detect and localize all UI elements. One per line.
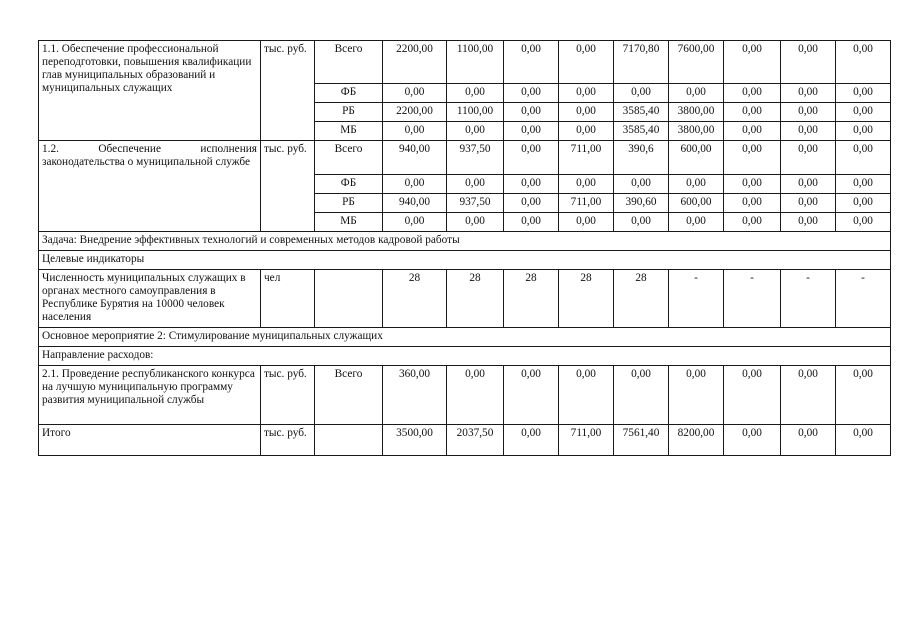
value-cell: 2200,00 [383, 41, 447, 84]
value-cell: 0,00 [836, 194, 891, 213]
value-cell: 0,00 [724, 425, 781, 456]
value-cell: 0,00 [836, 366, 891, 425]
value-cell: 0,00 [781, 366, 836, 425]
funding-source-cell: Всего [315, 366, 383, 425]
funding-source-cell [315, 425, 383, 456]
measure-name-cell: 1.2. Обеспечение исполнения законодательства о муниципальной службе [39, 141, 261, 232]
value-cell: 2037,50 [447, 425, 504, 456]
value-cell: 8200,00 [669, 425, 724, 456]
value-cell: 28 [447, 270, 504, 328]
value-cell: 0,00 [836, 141, 891, 175]
value-cell: 28 [383, 270, 447, 328]
funding-source-cell: МБ [315, 213, 383, 232]
funding-source-cell: Всего [315, 41, 383, 84]
table-row [39, 328, 891, 347]
value-cell: 0,00 [724, 213, 781, 232]
funding-source-cell: МБ [315, 122, 383, 141]
value-cell: 937,50 [447, 141, 504, 175]
value-cell: 0,00 [781, 103, 836, 122]
unit-cell: чел [261, 270, 315, 328]
value-cell: 0,00 [504, 213, 559, 232]
indicator-name-cell: Численность муниципальных служащих в органах местного самоуправления в Республике Бурятия на 10000 человек населения [39, 270, 261, 328]
value-cell: 390,60 [614, 194, 669, 213]
table-row [39, 366, 891, 425]
value-cell: 0,00 [781, 41, 836, 84]
value-cell: 0,00 [504, 194, 559, 213]
value-cell: 3800,00 [669, 103, 724, 122]
value-cell: 0,00 [724, 103, 781, 122]
value-cell: 940,00 [383, 194, 447, 213]
measure-name-cell: 2.1. Проведение республиканского конкурса на лучшую муниципальную программу развития муниципальной службы [39, 366, 261, 425]
value-cell: 0,00 [447, 175, 504, 194]
value-cell: 0,00 [669, 213, 724, 232]
value-cell: 0,00 [781, 175, 836, 194]
funding-source-cell: РБ [315, 194, 383, 213]
total-label-cell: Итого [39, 425, 261, 456]
value-cell: 0,00 [383, 213, 447, 232]
budget-table [38, 40, 891, 456]
value-cell: 360,00 [383, 366, 447, 425]
targets-row: Целевые индикаторы [39, 251, 891, 270]
value-cell: 0,00 [559, 103, 614, 122]
value-cell: 0,00 [504, 84, 559, 103]
value-cell: 940,00 [383, 141, 447, 175]
value-cell: 0,00 [614, 84, 669, 103]
value-cell: 0,00 [504, 366, 559, 425]
value-cell: 28 [504, 270, 559, 328]
table-row [39, 251, 891, 270]
value-cell: 7170,80 [614, 41, 669, 84]
value-cell: 0,00 [781, 122, 836, 141]
value-cell: - [781, 270, 836, 328]
value-cell: 1100,00 [447, 41, 504, 84]
value-cell: 0,00 [447, 213, 504, 232]
value-cell: 0,00 [724, 141, 781, 175]
value-cell: 0,00 [504, 41, 559, 84]
value-cell: 0,00 [559, 366, 614, 425]
value-cell: 711,00 [559, 425, 614, 456]
value-cell: 0,00 [781, 194, 836, 213]
value-cell: 0,00 [504, 425, 559, 456]
value-cell: 0,00 [669, 175, 724, 194]
value-cell: 0,00 [836, 175, 891, 194]
table-row [39, 425, 891, 456]
main-event-row: Основное мероприятие 2: Стимулирование муниципальных служащих [39, 328, 891, 347]
value-cell: 0,00 [559, 41, 614, 84]
value-cell: 7600,00 [669, 41, 724, 84]
value-cell: 0,00 [559, 175, 614, 194]
table-row [39, 270, 891, 328]
unit-cell: тыс. руб. [261, 366, 315, 425]
value-cell: - [724, 270, 781, 328]
funding-source-cell: ФБ [315, 175, 383, 194]
value-cell: 390,6 [614, 141, 669, 175]
value-cell: 711,00 [559, 194, 614, 213]
funding-source-cell: ФБ [315, 84, 383, 103]
value-cell: 0,00 [781, 84, 836, 103]
value-cell: 3800,00 [669, 122, 724, 141]
value-cell: 0,00 [614, 175, 669, 194]
value-cell: 0,00 [724, 175, 781, 194]
value-cell: 600,00 [669, 194, 724, 213]
value-cell: 0,00 [383, 84, 447, 103]
value-cell: 0,00 [724, 84, 781, 103]
table-row [39, 232, 891, 251]
value-cell: 0,00 [724, 366, 781, 425]
value-cell: 0,00 [781, 213, 836, 232]
value-cell: 0,00 [504, 122, 559, 141]
value-cell: 0,00 [669, 84, 724, 103]
value-cell: 0,00 [447, 84, 504, 103]
value-cell: 0,00 [559, 213, 614, 232]
funding-source-cell [315, 270, 383, 328]
value-cell: 0,00 [781, 141, 836, 175]
task-row: Задача: Внедрение эффективных технологий и современных методов кадровой работы [39, 232, 891, 251]
value-cell: 0,00 [504, 175, 559, 194]
value-cell: 0,00 [836, 103, 891, 122]
value-cell: 0,00 [559, 122, 614, 141]
unit-cell: тыс. руб. [261, 41, 315, 141]
unit-cell: тыс. руб. [261, 425, 315, 456]
value-cell: 0,00 [447, 122, 504, 141]
value-cell: 0,00 [724, 41, 781, 84]
value-cell: 0,00 [836, 425, 891, 456]
value-cell: 600,00 [669, 141, 724, 175]
measure-name-cell: 1.1. Обеспечение профессиональной переподготовки, повышения квалификации глав муниципальных образований и муниципальных служащих [39, 41, 261, 141]
value-cell: 0,00 [836, 84, 891, 103]
value-cell: 0,00 [383, 122, 447, 141]
value-cell: 0,00 [504, 141, 559, 175]
value-cell: 0,00 [447, 366, 504, 425]
funding-source-cell: РБ [315, 103, 383, 122]
value-cell: 2200,00 [383, 103, 447, 122]
value-cell: 3585,40 [614, 103, 669, 122]
value-cell: 7561,40 [614, 425, 669, 456]
value-cell: 0,00 [559, 84, 614, 103]
value-cell: 0,00 [724, 122, 781, 141]
value-cell: 711,00 [559, 141, 614, 175]
value-cell: 0,00 [669, 366, 724, 425]
value-cell: 0,00 [836, 213, 891, 232]
value-cell: 0,00 [781, 425, 836, 456]
value-cell: 0,00 [836, 122, 891, 141]
value-cell: 937,50 [447, 194, 504, 213]
value-cell: 0,00 [383, 175, 447, 194]
value-cell: 3585,40 [614, 122, 669, 141]
value-cell: - [836, 270, 891, 328]
table-row [39, 141, 891, 175]
table-row [39, 347, 891, 366]
value-cell: 0,00 [724, 194, 781, 213]
value-cell: 28 [614, 270, 669, 328]
value-cell: 0,00 [504, 103, 559, 122]
value-cell: 0,00 [836, 41, 891, 84]
value-cell: 0,00 [614, 213, 669, 232]
direction-row: Направление расходов: [39, 347, 891, 366]
unit-cell: тыс. руб. [261, 141, 315, 232]
value-cell: 3500,00 [383, 425, 447, 456]
funding-source-cell: Всего [315, 141, 383, 175]
value-cell: 0,00 [614, 366, 669, 425]
table-row [39, 41, 891, 84]
value-cell: - [669, 270, 724, 328]
value-cell: 1100,00 [447, 103, 504, 122]
value-cell: 28 [559, 270, 614, 328]
